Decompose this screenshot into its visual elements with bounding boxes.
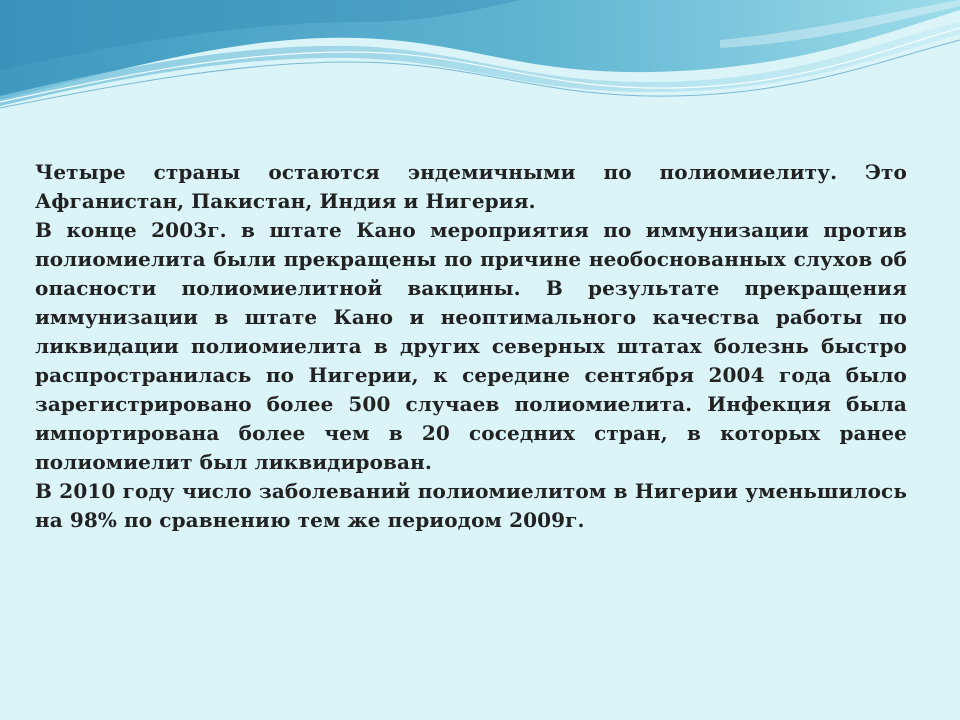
- decorative-wave-header: [0, 0, 960, 115]
- paragraph-2010-decrease: В 2010 году число заболеваний полиомиелитом в Нигерии уменьшилось на 98% по сравнению тем же периодом 2009г.: [35, 479, 907, 532]
- paragraph-kano-immunization: В конце 2003г. в штате Кано мероприятия по иммунизации против полиомиелита были прекращены по причине необоснованных слухов об опасности полиомиелитной вакцины. В результате прекращения иммунизации в штате Кано и неоптимального качества работы по ликвидации полиомиелита в других северных штатах болезнь быстро распространилась по Нигерии, к середине сентября 2004 года было зарегистрировано более 500 случаев полиомиелита. Инфекция была импортирована более чем в 20 соседних стран, в которых ранее полиомиелит был ликвидирован.: [35, 218, 907, 474]
- paragraph-endemic-countries: Четыре страны остаются эндемичными по полиомиелиту. Это Афганистан, Пакистан, Индия и Нигерия.: [35, 160, 907, 213]
- slide-body-text: [35, 158, 907, 535]
